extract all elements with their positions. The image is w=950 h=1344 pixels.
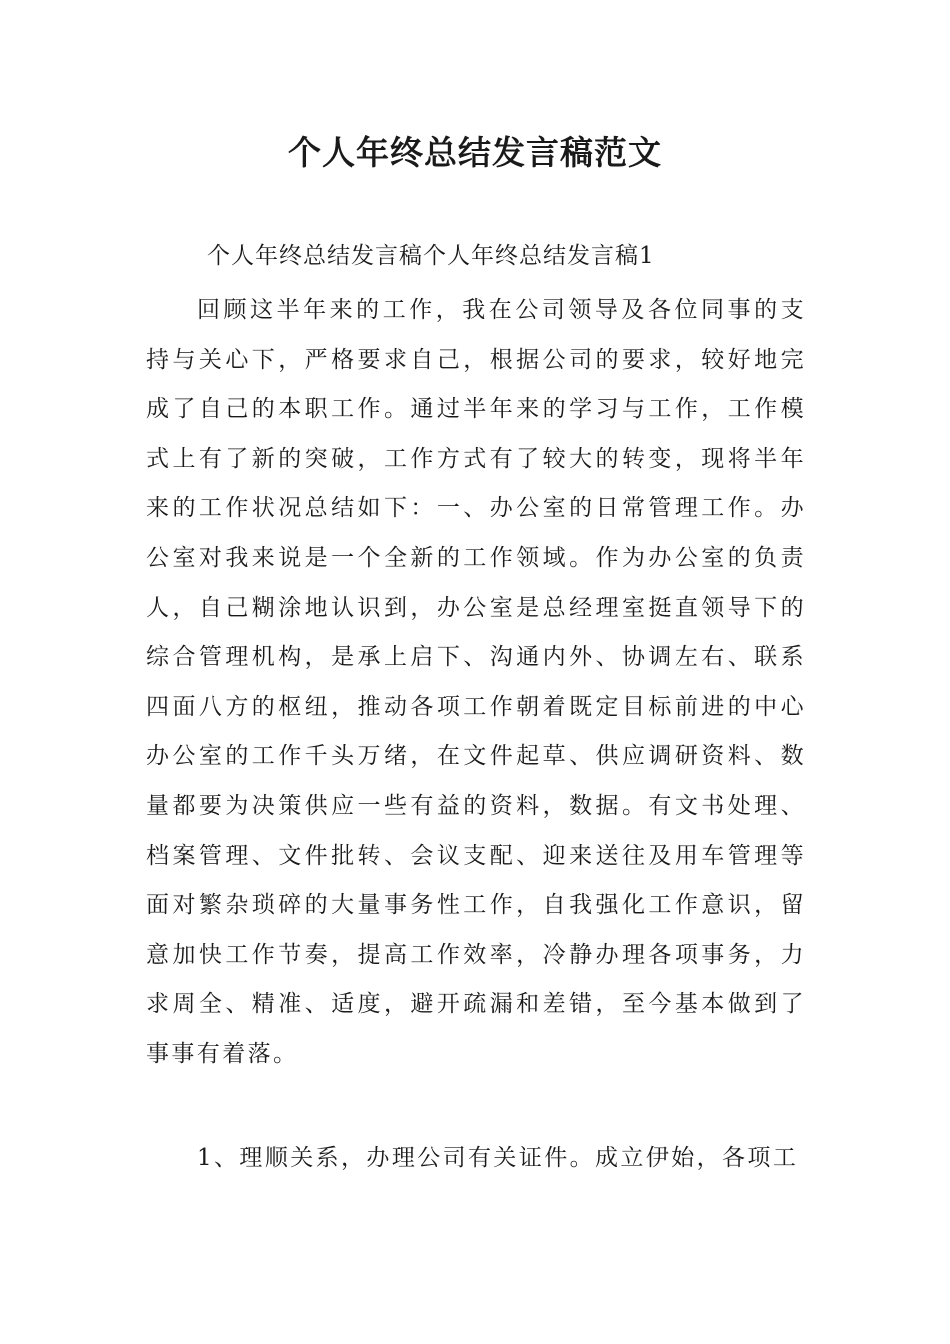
body-paragraph-2: 1、理顺关系，办理公司有关证件。成立伊始，各项工 [197, 1145, 799, 1171]
document-title: 个人年终总结发言稿范文 [288, 133, 662, 172]
document-subtitle: 个人年终总结发言稿个人年终总结发言稿1 [207, 243, 655, 269]
body-paragraph-1: 回顾这半年来的工作，我在公司领导及各位同事的支持与关心下，严格要求自己，根据公司的要求，较好地完成了自己的本职工作。通过半年来的学习与工作，工作模式上有了新的突破，工作方式有了较大的转变，现将半年来的工作状况总结如下：一、办公室的日常管理工作。办公室对我来说是一个全新的工作领域。作为办公室的负责人，自己糊涂地认识到，办公室是总经理室挺直领导下的综合管理机构，是承上启下、沟通内外、协调左右、联系四面八方的枢纽，推动各项工作朝着既定目标前进的中心办公室的工作千头万绪，在文件起草、供应调研资料、数量都要为决策供应一些有益的资料，数据。有文书处理、档案管理、文件批转、会议支配、迎来送往及用车管理等面对繁杂琐碎的大量事务性工作，自我强化工作意识，留意加快工作节奏，提高工作效率，冷静办理各项事务，力求周全、精准、适度，避开疏漏和差错，至今基本做到了事事有着落。 [146, 297, 806, 1067]
